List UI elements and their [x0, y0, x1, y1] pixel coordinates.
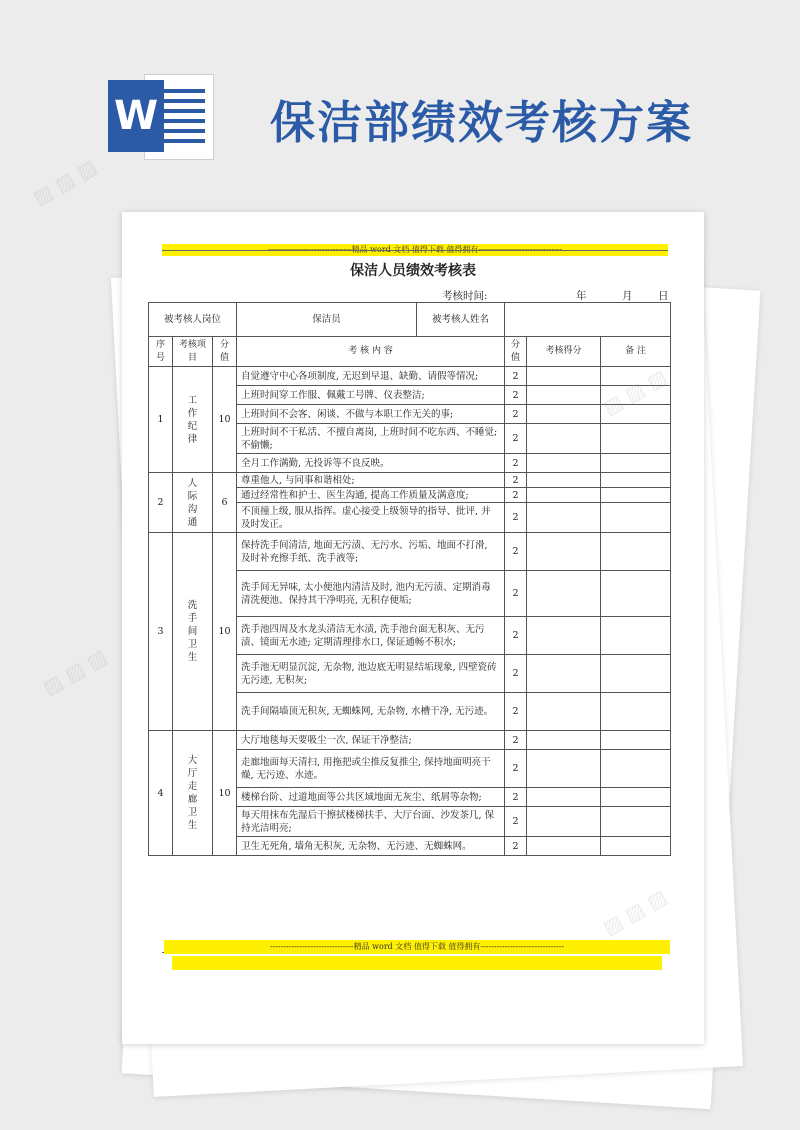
word-logo [108, 74, 212, 158]
criterion-content: 上班时间不干私活、不擅自离岗, 上班时间不吃东西、不睡觉; 不偷懒; [237, 424, 505, 454]
remark-cell[interactable] [601, 503, 671, 533]
criterion-point: 2 [505, 405, 527, 424]
position-label: 被考核人岗位 [149, 303, 237, 337]
score-cell[interactable] [527, 655, 601, 693]
remark-cell[interactable] [601, 454, 671, 473]
criterion-content: 洗手间无异味, 太小便池内清洁及时, 池内无污渍、定期消毒清洗便池、保持其干净明亮, 无积存便垢; [237, 571, 505, 617]
table-row [149, 533, 671, 571]
remark-cell[interactable] [601, 424, 671, 454]
criterion-content: 通过经常性和护士、医生沟通, 提高工作质量及满意度; [237, 488, 505, 503]
remark-cell[interactable] [601, 807, 671, 837]
criterion-point: 2 [505, 533, 527, 571]
remark-cell[interactable] [601, 617, 671, 655]
group-number: 1 [149, 367, 173, 473]
criterion-point: 2 [505, 503, 527, 533]
criterion-point: 2 [505, 367, 527, 386]
document-page [122, 212, 704, 1044]
criterion-point: 2 [505, 424, 527, 454]
date-label: 考核时间: [442, 290, 488, 302]
criterion-content: 大厅地毯每天要吸尘一次, 保证干净整洁; [237, 731, 505, 750]
score-cell[interactable] [527, 837, 601, 856]
position-row [149, 303, 671, 337]
table-row [149, 473, 671, 488]
group-score: 10 [213, 533, 237, 731]
criterion-content: 不顶撞上级, 服从指挥。虚心接受上级领导的指导、批评, 并及时发正。 [237, 503, 505, 533]
group-number: 4 [149, 731, 173, 856]
score-cell[interactable] [527, 424, 601, 454]
watermark-mark: ▨ ▨ ▨ [38, 644, 111, 700]
criterion-content: 上班时间不会客、闲谈、不做与本职工作无关的事; [237, 405, 505, 424]
criterion-content: 洗手间隔墙顶无积灰, 无蜘蛛网, 无杂物, 水槽干净, 无污迹。 [237, 693, 505, 731]
column-header-row [149, 337, 671, 367]
score-cell[interactable] [527, 731, 601, 750]
banner-top-line [162, 250, 668, 251]
remark-cell[interactable] [601, 571, 671, 617]
criterion-point: 2 [505, 386, 527, 405]
remark-cell[interactable] [601, 367, 671, 386]
col-result: 考核得分 [527, 337, 601, 367]
criterion-content: 全月工作满勤, 无投诉等不良反映。 [237, 454, 505, 473]
group-item: 工 作 纪 律 [173, 367, 213, 473]
date-day: 日 [658, 290, 669, 302]
name-label: 被考核人姓名 [417, 303, 505, 337]
col-remark: 备 注 [601, 337, 671, 367]
col-no: 序号 [149, 337, 173, 367]
remark-cell[interactable] [601, 750, 671, 788]
criterion-content: 自觉遵守中心各项制度, 无迟到早退、缺勤、请假等情况; [237, 367, 505, 386]
criterion-content: 洗手池四周及水龙头清洁无水渍, 洗手池台面无积灰、无污渍、镜面无水迹; 定期清理排水口, 保证通畅不积水; [237, 617, 505, 655]
banner-bottom: -------------------------------精品 word 文档 值得下载 值得拥有------------------------------- [164, 940, 670, 954]
form-title: 保洁人员绩效考核表 [350, 263, 476, 279]
score-cell[interactable] [527, 488, 601, 503]
remark-cell[interactable] [601, 488, 671, 503]
criterion-point: 2 [505, 788, 527, 807]
group-score: 10 [213, 367, 237, 473]
col-point: 分值 [505, 337, 527, 367]
criterion-point: 2 [505, 750, 527, 788]
score-cell[interactable] [527, 473, 601, 488]
name-value[interactable] [505, 303, 671, 337]
score-cell[interactable] [527, 693, 601, 731]
group-score: 10 [213, 731, 237, 856]
criterion-content: 洗手池无明显沉淀, 无杂物, 池边底无明显结垢现象, 四壁瓷砖无污迹, 无积灰; [237, 655, 505, 693]
criterion-point: 2 [505, 655, 527, 693]
score-cell[interactable] [527, 750, 601, 788]
remark-cell[interactable] [601, 788, 671, 807]
remark-cell[interactable] [601, 473, 671, 488]
score-cell[interactable] [527, 454, 601, 473]
criterion-content: 上班时间穿工作服、佩戴工号牌、仪表整洁; [237, 386, 505, 405]
remark-cell[interactable] [601, 533, 671, 571]
remark-cell[interactable] [601, 405, 671, 424]
criterion-content: 每天用抹布先湿后干擦拭楼梯扶手、大厅台面、沙发茶几, 保持光洁明亮; [237, 807, 505, 837]
criterion-point: 2 [505, 693, 527, 731]
page-title: 保洁部绩效考核方案 [270, 96, 694, 149]
col-item: 考核项目 [173, 337, 213, 367]
group-number: 2 [149, 473, 173, 533]
criterion-point: 2 [505, 807, 527, 837]
criterion-point: 2 [505, 488, 527, 503]
remark-cell[interactable] [601, 693, 671, 731]
score-cell[interactable] [527, 788, 601, 807]
score-cell[interactable] [527, 503, 601, 533]
position-value: 保洁员 [237, 303, 417, 337]
criterion-content: 保持洗手间清洁, 地面无污渍、无污水、污垢、地面不打滑, 及时补充擦手纸、洗手液等; [237, 533, 505, 571]
criterion-point: 2 [505, 837, 527, 856]
remark-cell[interactable] [601, 837, 671, 856]
group-item: 洗 手 间 卫 生 [173, 533, 213, 731]
criterion-point: 2 [505, 731, 527, 750]
group-item: 大 厅 走 廊 卫 生 [173, 731, 213, 856]
remark-cell[interactable] [601, 731, 671, 750]
score-cell[interactable] [527, 367, 601, 386]
criterion-point: 2 [505, 617, 527, 655]
criterion-content: 楼梯台阶、过道地面等公共区域地面无灰尘、纸屑等杂物; [237, 788, 505, 807]
col-content: 考 核 内 容 [237, 337, 505, 367]
remark-cell[interactable] [601, 655, 671, 693]
watermark-mark: ▨ ▨ ▨ [28, 154, 101, 210]
score-cell[interactable] [527, 405, 601, 424]
group-item: 人 际 沟 通 [173, 473, 213, 533]
criterion-point: 2 [505, 571, 527, 617]
banner-bottom-fill [172, 956, 662, 970]
score-cell[interactable] [527, 533, 601, 571]
date-year: 年 [576, 290, 587, 302]
table-row [149, 367, 671, 386]
date-month: 月 [622, 290, 633, 302]
table-row [149, 731, 671, 750]
criterion-content: 卫生无死角, 墙角无积灰, 无杂物、无污迹、无蜘蛛网。 [237, 837, 505, 856]
criterion-point: 2 [505, 454, 527, 473]
remark-cell[interactable] [601, 386, 671, 405]
score-cell[interactable] [527, 617, 601, 655]
score-cell[interactable] [527, 386, 601, 405]
word-letter-icon: W [108, 80, 164, 152]
group-score: 6 [213, 473, 237, 533]
criterion-content: 走廊地面每天清扫, 用拖把或尘推反复推尘, 保持地面明亮干燥, 无污迹、水迹。 [237, 750, 505, 788]
col-score: 分值 [213, 337, 237, 367]
score-cell[interactable] [527, 807, 601, 837]
criterion-point: 2 [505, 473, 527, 488]
score-cell[interactable] [527, 571, 601, 617]
group-number: 3 [149, 533, 173, 731]
criterion-content: 尊重他人, 与同事和谐相处; [237, 473, 505, 488]
assessment-table [148, 302, 671, 856]
